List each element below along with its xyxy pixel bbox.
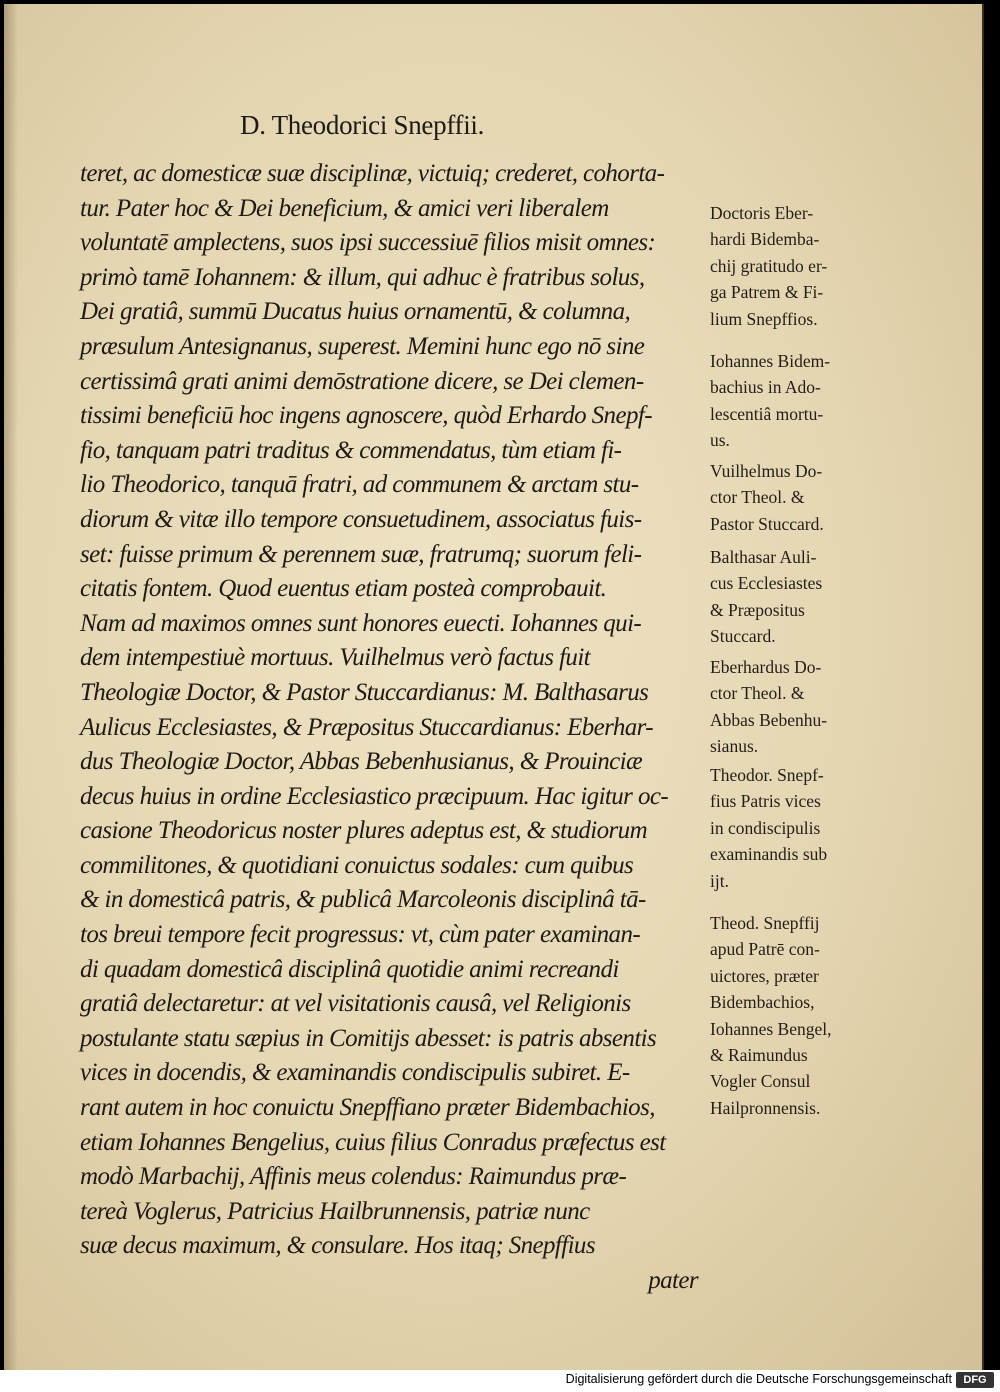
dfg-logo: DFG bbox=[956, 1372, 994, 1388]
book-page bbox=[4, 4, 984, 1370]
text-line: tur. Pater hoc & Dei beneficium, & amici veri liberalem bbox=[80, 194, 609, 222]
marginal-note-line: uictores, præter bbox=[710, 965, 819, 986]
text-line: decus huius in ordine Ecclesiastico præcipuum. Hac igitur oc- bbox=[80, 782, 669, 810]
text-line: di quadam domesticâ disciplinâ quotidie animi recreandi bbox=[80, 955, 619, 983]
text-line: tos breui tempore fecit progressus: vt, cùm pater examinan- bbox=[80, 921, 641, 949]
marginal-note-line: Eberhardus Do- bbox=[710, 657, 822, 677]
marginal-note-line: Stuccard. bbox=[710, 626, 776, 647]
running-head: D. Theodorici Snepffii. bbox=[240, 110, 485, 140]
marginal-note-line: Iohannes Bengel, bbox=[710, 1018, 832, 1039]
text-line: Theologiæ Doctor, & Pastor Stuccardianus: M. Balthasarus bbox=[80, 678, 649, 706]
marginal-note-line: sianus. bbox=[710, 736, 759, 757]
text-line: rant autem in hoc conuictu Snepffiano præter Bidembachios, bbox=[80, 1094, 655, 1122]
text-line: & in domesticâ patris, & publicâ Marcoleonis disciplinâ tā- bbox=[80, 886, 646, 914]
marginal-note bbox=[710, 458, 824, 537]
text-line: citatis fontem. Quod euentus etiam posteà comprobauit. bbox=[80, 575, 607, 603]
marginal-note-line: Abbas Bebenhu- bbox=[710, 709, 828, 730]
marginal-note bbox=[710, 544, 822, 650]
marginal-note-line: Iohannes Bidem- bbox=[710, 351, 831, 371]
marginal-note-line: lium Snepffios. bbox=[710, 308, 818, 329]
text-line: dus Theologiæ Doctor, Abbas Bebenhusianus, & Prouinciæ bbox=[80, 748, 643, 776]
text-line: commilitones, & quotidiani conuictus sodales: cum quibus bbox=[80, 851, 634, 879]
marginal-note bbox=[710, 654, 827, 760]
marginal-note bbox=[710, 910, 832, 1121]
marginal-note-line: us. bbox=[710, 430, 730, 451]
text-line: tissimi beneficiū hoc ingens agnoscere, quòd Erhardo Snepf- bbox=[80, 402, 652, 430]
marginal-note-line: fius Patris vices bbox=[710, 791, 821, 812]
marginal-note-line: chij gratitudo er- bbox=[710, 255, 828, 276]
text-line: dem intempestiuè mortuus. Vuilhelmus verò factus fuit bbox=[80, 644, 591, 672]
marginal-note-line: ijt. bbox=[710, 870, 729, 891]
digitization-credit: Digitalisierung gefördert durch die Deutsche Forschungsgemeinschaft bbox=[565, 1372, 952, 1386]
marginal-note-line: Pastor Stuccard. bbox=[710, 513, 824, 534]
text-line: diorum & vitæ illo tempore consuetudinem, associatus fuis- bbox=[80, 505, 642, 533]
text-line: Dei gratiâ, summū Ducatus huius ornamentū, & columna, bbox=[80, 298, 631, 326]
marginal-note-line: examinandis sub bbox=[710, 844, 828, 865]
footer-bar bbox=[0, 1370, 1000, 1392]
marginal-note-line: Bidembachios, bbox=[710, 992, 815, 1013]
marginal-note-line: ctor Theol. & bbox=[710, 487, 805, 508]
text-line: fio, tanquam patri traditus & commendatus, tùm etiam fi- bbox=[80, 436, 622, 464]
text-line: suæ decus maximum, & consulare. Hos itaq; Snepffius bbox=[80, 1232, 595, 1260]
marginal-note-line: cus Ecclesiastes bbox=[710, 573, 823, 594]
marginal-note-line: Vuilhelmus Do- bbox=[710, 461, 823, 481]
text-line: Nam ad maximos omnes sunt honores euecti. Iohannes qui- bbox=[80, 609, 642, 637]
text-line: lio Theodorico, tanquā fratri, ad communem & arctam stu- bbox=[80, 471, 639, 499]
marginal-note-line: Hailpronnensis. bbox=[710, 1097, 821, 1118]
marginal-note-line: Balthasar Auli- bbox=[710, 547, 817, 567]
text-line: postulante statu sæpius in Comitijs abesset: is patris absentis bbox=[80, 1024, 657, 1052]
catchword: pater bbox=[648, 1267, 698, 1294]
text-line: modò Marbachij, Affinis meus colendus: Raimundus præ- bbox=[80, 1163, 627, 1191]
marginal-note-line: ctor Theol. & bbox=[710, 683, 805, 704]
text-line: teret, ac domesticæ suæ disciplinæ, victuiq; crederet, cohorta- bbox=[80, 160, 665, 187]
marginal-note-line: & Raimundus bbox=[710, 1045, 808, 1066]
text-line: gratiâ delectaretur: at vel visitationis causâ, vel Religionis bbox=[80, 990, 631, 1018]
marginal-note-line: Vogler Consul bbox=[710, 1071, 811, 1092]
marginal-note bbox=[710, 200, 827, 332]
text-line: etiam Iohannes Bengelius, cuius filius Conradus præfectus est bbox=[80, 1128, 666, 1156]
text-line: primò tamē Iohannem: & illum, qui adhuc è fratribus solus, bbox=[80, 263, 645, 291]
main-text-block bbox=[80, 157, 710, 1299]
marginal-note-line: Doctoris Eber- bbox=[710, 203, 814, 223]
marginal-note bbox=[710, 762, 827, 894]
marginal-note-line: apud Patrē con- bbox=[710, 939, 820, 960]
marginal-note bbox=[710, 348, 830, 454]
text-line: certissimâ grati animi demōstratione dicere, se Dei clemen- bbox=[80, 367, 644, 395]
marginal-note-line: lescentiâ mortu- bbox=[710, 403, 824, 424]
marginal-note-line: bachius in Ado- bbox=[710, 377, 821, 398]
text-line: tereà Voglerus, Patricius Hailbrunnensis, patriæ nunc bbox=[80, 1197, 590, 1225]
marginal-note-line: Theod. Snepffij bbox=[710, 913, 820, 933]
text-line: præsulum Antesignanus, superest. Memini hunc ego nō sine bbox=[80, 332, 645, 360]
text-line: vices in docendis, & examinandis condiscipulis subiret. E- bbox=[80, 1059, 630, 1087]
marginal-note-line: ga Patrem & Fi- bbox=[710, 282, 824, 303]
text-line: casione Theodoricus noster plures adeptus est, & studiorum bbox=[80, 817, 648, 845]
text-line: set: fuisse primum & perennem suæ, fratrumq; suorum feli- bbox=[80, 540, 642, 568]
marginal-note-line: Theodor. Snepf- bbox=[710, 765, 824, 785]
text-line: Aulicus Ecclesiastes, & Præpositus Stuccardianus: Eberhar- bbox=[80, 713, 653, 741]
marginal-note-line: hardi Bidemba- bbox=[710, 229, 820, 250]
marginal-note-line: & Præpositus bbox=[710, 599, 805, 620]
text-line: voluntatē amplectens, suos ipsi successiuē filios misit omnes: bbox=[80, 229, 656, 257]
marginal-note-line: in condiscipulis bbox=[710, 817, 821, 838]
